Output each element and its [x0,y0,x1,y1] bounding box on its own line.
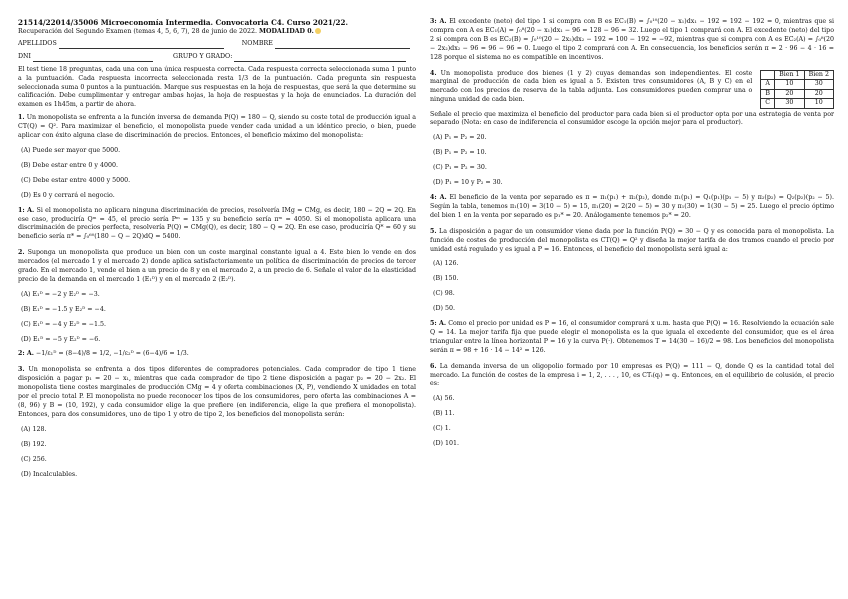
option[interactable]: (A) 126. [433,260,459,268]
question-6 [430,363,834,390]
option[interactable]: (A) 128. [21,425,47,433]
table-cell: 10 [775,80,804,90]
table-cell: A [761,80,775,90]
table-cell: 10 [804,99,833,109]
question-number: 6. [430,362,437,370]
dni-field[interactable] [33,54,153,62]
grupo-label: GRUPO Y GRADO: [173,52,233,60]
option[interactable]: (A) Puede ser mayor que 5000. [21,146,121,154]
id-fields-row [18,53,416,62]
table-cell: B [761,89,775,99]
exam-subtitle [18,28,416,37]
subtitle-text: Recuperación del Segundo Examen (temas 4, 5, 6, 7), 28 de junio de 2022. [18,28,257,35]
table-header-cell: Bien 1 [775,70,804,80]
answer-head: 1: A. [18,206,35,214]
name-fields-row [18,40,416,49]
table-cell: 20 [775,89,804,99]
answer-4 [430,194,834,221]
answer-2 [18,350,416,359]
answer-1 [18,207,416,243]
option[interactable]: (B) P₁ = P₂ = 10. [433,149,487,157]
dni-label: DNI [18,52,32,60]
question-text: Un monopolista produce dos bienes (1 y 2) cuyas demandas son independientes. El coste marginal de producción de cada bien es igual a 5. Existen tres consumidores (A, B y C) en el mercado con los precios de reserva de la tabla adjunta. Los consumidores pueden comprar una o ninguna unidad de cada bien. [430,69,753,104]
option[interactable]: (C) 256. [21,455,47,463]
option[interactable]: (D) Es 0 y cerrará el negocio. [21,191,115,199]
option[interactable]: (C) 1. [433,425,451,433]
answer-text: Como el precio por unidad es P = 16, el consumidor comprará x u.m. hasta que P(Q) = 16. Resolviendo la ecuación sale Q = 14. La mejor tarifa fija que puede elegir el monopolista es la que iguala el excedente del consumidor, que es el área triangular entre la línea horizontal P = 16 y la curva P(·). Obtenemos T = 14(30 − 16)/2 = 98. Los beneficios del monopolista serán π = 98 + 16 · 14 − 14² = 126. [430,320,834,354]
table-cell: 30 [775,99,804,109]
answer-3 [430,18,834,63]
option[interactable]: (C) P₁ = P₂ = 30. [433,164,487,172]
answer-head: 4: A. [430,193,447,201]
option[interactable]: (A) P₁ = P₂ = 20. [433,134,487,142]
option[interactable]: (C) E₁ᴰ = −4 y E₂ᴰ = −1.5. [21,320,107,328]
grupo-field[interactable] [234,54,406,62]
option[interactable]: (B) 11. [433,410,455,418]
question-text: La demanda inversa de un oligopolio formado por 10 empresas es P(Q) = 111 − Q, donde Q es la cantidad total del mercado. La función de costes de la empresa i = 1, 2, . . . , 10, es CTᵢ(qᵢ) = qᵢ. Entonces, en el equilibrio de colusión, el precio es: [430,362,834,388]
answer-text: El excedente (neto) del tipo 1 si compra con B es EC₁(B) = ∫₀¹⁰(20 − x₁)dx₁ − 192 = 192 − 192 = 0, mientras que si compra con A es EC₁(A) = ∫₀⁸(20 − x₁)dx₁ − 96 = 128 − 96 = 32. Luego el tipo 1 comprará con A. El excedente (neto) del tipo 2 si compra con B es EC₂(B) = ∫₀¹⁰(20 − 2x₂)dx₂ − 192 = 100 − 192 = −92, mientras que si compra con A es EC₂(A) = ∫₀⁸(20 − 2x₂)dx₂ − 96 = 96 − 96 = 0. Luego el tipo 2 comprará con A. En consecuencia, los beneficios serán π = 2 · 96 − 4 · 16 = 128 porque el sistema no es compatible en incentivos. [430,18,834,61]
question-text: La disposición a pagar de un consumidor viene dada por la función P(Q) = 30 − Q y es conocida para el monopolista. La función de costes de producción del monopolista es CT(Q) = Q² y diseña la mejor tarifa de dos tramos cuando el precio por unidad está regulado y es igual a P = 16. Entonces, el beneficio del monopolista será igual a: [430,227,834,253]
apellidos-field[interactable] [59,41,224,49]
question-4 [430,70,834,106]
highlight-mark [315,28,321,34]
table-cell: 30 [804,80,833,90]
question-number: 3. [18,366,25,374]
question-text: Un monopolista se enfrenta a la función inversa de demanda P(Q) = 180 − Q, siendo su coste total de producción igual a CT(Q) = Q². Para maximizar el beneficio, el monopolista puede vender cada unidad a un idéntico precio, o bien, puede aplicar con éxito alguna clase de discriminación de precios. Entonces, el beneficio máximo del monopolista: [18,114,416,140]
option[interactable]: (D) 50. [433,305,455,313]
table-cell: 20 [804,89,833,99]
option[interactable]: (A) E₁ᴰ = −2 y E₂ᴰ = −3. [21,290,100,298]
question-3 [18,366,416,419]
option[interactable]: (B) Debe estar entre 0 y 4000. [21,161,118,169]
question-1 [18,114,416,141]
left-column [18,18,416,479]
answer-head: 3: A. [430,18,447,25]
answer-head: 2: A. [18,350,34,358]
apellidos-label: APELLIDOS [18,39,57,47]
question-number: 4. [430,69,437,77]
table-header-cell [761,70,775,80]
option[interactable]: (D) 101. [433,440,459,448]
nombre-label: NOMBRE [241,39,273,47]
table-row [761,99,834,109]
option[interactable]: (D) P₁ = 10 y P₂ = 30. [433,179,503,187]
option[interactable]: (B) 150. [433,275,459,283]
question-text: Suponga un monopolista que produce un bien con un coste marginal constante igual a 4. Este bien lo vende en dos mercados (el mercado 1 y el mercado 2) donde aplica satisfactoriamente un política de discriminación de precios de tercer grado. En el mercado 1, vende el bien a un precio de 8 y en el mercado 2, a un precio de 6. Señale el valor de la elasticidad precio de la demanda en el mercado 1 (E₁ᴰ) y en el mercado 2 (E₂ᴰ). [18,249,416,283]
table-row [761,80,834,90]
option[interactable]: (D) E₁ᴰ = −5 y E₂ᴰ = −6. [21,335,101,343]
nombre-field[interactable] [275,41,410,49]
question-text-2: Señale el precio que maximiza el beneficio del productor para cada bien si el productor opta por una estrategia de venta por separado (Nota: en caso de indiferencia el consumidor escoge la opción mejor para el productor). [430,110,834,127]
option[interactable]: (B) E₁ᴰ = −1.5 y E₂ᴰ = −4. [21,305,106,313]
instructions: El test tiene 18 preguntas, cada una con una única respuesta correcta. Cada respuesta correcta seleccionada suma 1 punto a la puntuación. Cada respuesta incorrecta seleccionada resta 1/3 de la puntuación. Cada pregunta sin respuesta seleccionada suma 0 puntos a la puntuación. Marque sus respuestas en la hoja de respuestas, que será la que determine su calificación. Debe cumplimentar y entregar ambas hojas, la hoja de respuestas y la hoja de enunciados. La duración del examen es 1h45m, a partir de ahora. [18,65,416,109]
option[interactable]: (A) 56. [433,395,455,403]
question-number: 5. [430,227,437,235]
table-header-row [761,70,834,80]
exam-title: 21514/22014/35006 Microeconomía Intermedia. Convocatoria C4. Curso 2021/22. [18,18,349,27]
model-label: MODALIDAD 0. [259,28,314,35]
table-header-cell: Bien 2 [804,70,833,80]
answer-text: Si el monopolista no aplicara ninguna discriminación de precios, resolvería IMg = CMg, es decir, 180 − 2Q = 2Q. En ese caso, produciría Qᵐ = 45, el precio sería Pᵐ = 135 y su beneficio sería πᵐ = 4050. Si el monopolista aplicara una discriminación de precios perfecta, resolvería P(Q) = CMg(Q), es decir, 180 − Q = 2Q. En ese caso, produciría Q* = 60 y su beneficio sería π* = ∫₀⁶⁰(180 − Q − 2Q)dQ = 5400. [18,206,416,241]
option[interactable]: (C) 98. [433,290,455,298]
table-cell: C [761,99,775,109]
question-text: Un monopolista se enfrenta a dos tipos diferentes de compradores potenciales. Cada comprador de tipo 1 tiene disposición a pagar p₁ = 20 − x₁, mientras que cada comprador de tipo 2 tiene disposición a pagar p₂ = 20 − 2x₂. El monopolista tiene costes marginales de producción CMg = 4 y oferta combinaciones (X, P), vendiendo X unidades en total por el precio total P. El monopolista no puede reconocer los tipos de los consumidores, pero oferta las combinaciones A = (8, 96) y B = (10, 192), y cada consumidor elige la que prefiere (en indiferencia, elige la que prefiera el monopolista). Entonces, para dos consumidores, uno de tipo 1 y otro de tipo 2, los beneficios del monopolista serán: [18,366,416,418]
question-2 [18,249,416,285]
table-row [761,89,834,99]
option[interactable]: (B) 192. [21,440,47,448]
answer-head: 5: A. [430,320,447,328]
option[interactable]: (C) Debe estar entre 4000 y 5000. [21,176,131,184]
answer-text: El beneficio de la venta por separado es π = π₁(p₁) + π₂(p₂), donde π₁(p₁) = Q₁(p₁)(p₁ − 5) y π₂(p₂) = Q₂(p₂)(p₂ − 5). Según la tabla, tenemos π₁(10) = 3(10 − 5) = 15, π₁(20) = 2(20 − 5) = 30 y π₁(30) = 1(30 − 5) = 25. Luego el precio óptimo del bien 1 en la venta por separado es p₁* = 20. Análogamente tenemos p₂* = 20. [430,193,834,219]
answer-5 [430,320,834,356]
question-5 [430,228,834,255]
right-column [430,18,834,449]
reserve-price-table [760,70,834,109]
answer-text: −1/ε₁ᴰ = (8−4)/8 = 1/2, −1/ε₂ᴰ = (6−4)/6 = 1/3. [36,350,189,358]
question-number: 2. [18,249,25,257]
question-number: 1. [18,114,25,122]
option[interactable]: (D) Incalculables. [21,470,78,478]
